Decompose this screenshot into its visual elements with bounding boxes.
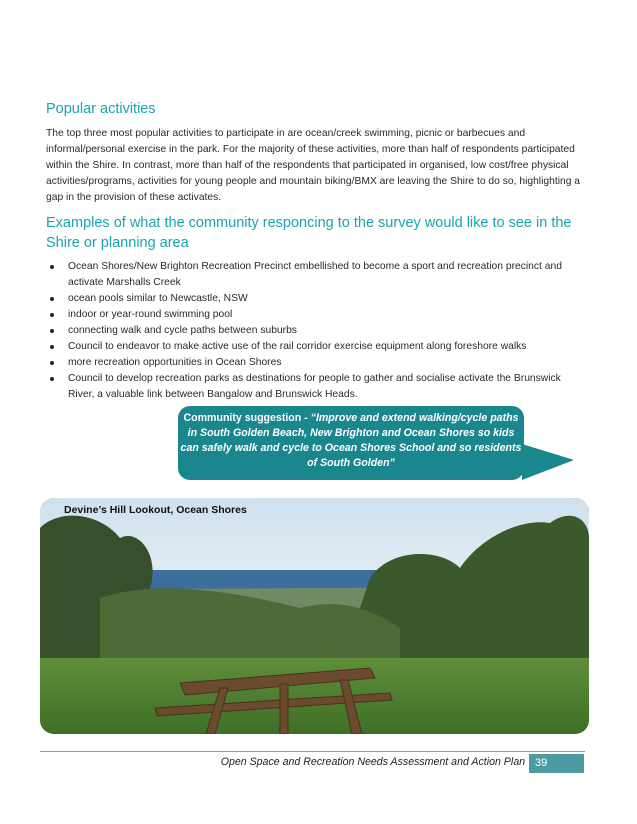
section-heading-community-examples: Examples of what the community responcing to the survey would like to see in the Shire or planning area [46, 215, 572, 251]
photo-caption: Devine’s Hill Lookout, Ocean Shores [64, 504, 247, 516]
footer-document-title: Open Space and Recreation Needs Assessment and Action Plan [220, 756, 525, 768]
list-item: Ocean Shores/New Brighton Recreation Precinct embellished to become a sport and recreation precinct and activate Marshalls Creek [46, 259, 586, 291]
grass-lawn [40, 658, 589, 734]
page-number: 39 [529, 754, 584, 773]
lookout-photo [40, 498, 589, 734]
list-item: Council to develop recreation parks as destinations for people to gather and socialise activate the Brunswick River, a valuable link between Bangalow and Brunswick Heads. [46, 371, 586, 403]
list-item: ocean pools similar to Newcastle, NSW [46, 291, 586, 307]
callout-tail [522, 444, 574, 480]
callout-quote: “Improve and extend walking/cycle paths in South Golden Beach, New Brighton and Ocean Shores so kids can safely walk and cycle to Ocean Shores School and so residents of South Golden” [180, 412, 522, 469]
list-item: more recreation opportunities in Ocean Shores [46, 355, 586, 371]
lookout-photo-illustration [40, 498, 589, 734]
popular-activities-paragraph: The top three most popular activities to participate in are ocean/creek swimming, picnic or barbecues and informal/personal exercise in the park. For the majority of these activities, more than half of respondents participated within the Shire. In contrast, more than half of the respondents that participated in organised, low cost/free physical activities/programs, activities for young people and mountain biking/BMX are leaving the Shire to do so, highlighting a gap in the provision of these activates. [46, 128, 581, 203]
footer-divider [40, 751, 585, 752]
list-item: indoor or year-round swimming pool [46, 307, 586, 323]
community-examples-list [46, 259, 586, 403]
list-item: Council to endeavor to make active use of the rail corridor exercise equipment along foreshore walks [46, 339, 586, 355]
list-item: connecting walk and cycle paths between suburbs [46, 323, 586, 339]
section-heading-popular-activities: Popular activities [46, 101, 156, 117]
community-suggestion-callout [178, 406, 524, 480]
callout-label: Community suggestion - [183, 412, 311, 424]
